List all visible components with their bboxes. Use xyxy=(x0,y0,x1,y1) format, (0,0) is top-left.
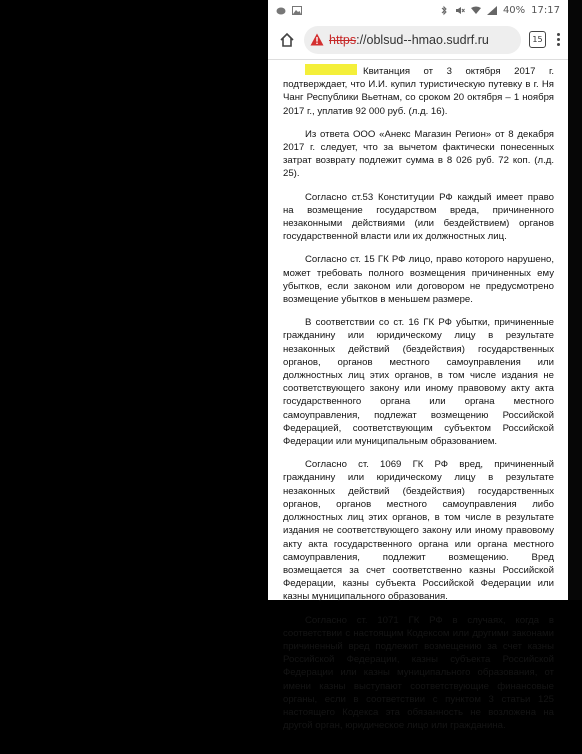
document-body xyxy=(268,60,568,754)
home-button[interactable] xyxy=(276,29,298,51)
address-bar[interactable] xyxy=(304,26,521,54)
menu-dots-icon xyxy=(557,43,560,46)
redaction-highlight xyxy=(305,64,357,75)
signal-icon xyxy=(487,6,497,15)
status-bar-left xyxy=(276,6,302,15)
home-icon xyxy=(279,32,295,48)
url-host: ://oblsud--hmao.sudrf.ru xyxy=(356,32,489,47)
url-scheme: https xyxy=(329,32,357,47)
status-bar-right xyxy=(439,5,560,16)
paragraph-7: Согласно ст. 1071 ГК РФ в случаях, когда в соответствии с настоящим Кодексом или другими законами причиненный вред подлежит возмещению за счет казны Российской Федерации, казны субъекта Российской Федерации или казны муниципального образования, от имени казны выступают соответствующие финансовые органы, если в соответствии с пунктом 3 статьи 125 настоящего Кодекса эта обязанность не возложена на другой орган, юридическое лицо или гражданина. xyxy=(283,614,554,732)
menu-button[interactable] xyxy=(554,33,562,46)
warning-icon xyxy=(310,33,324,46)
mute-icon xyxy=(455,6,465,15)
clock-time: 17:17 xyxy=(531,4,560,16)
cloud-icon xyxy=(276,6,286,15)
paragraph-3: Согласно ст.53 Конституции РФ каждый имеет право на возмещение государством вреда, причиненного незаконными действиями (или бездействием) органов государственной власти или их должностных лиц. xyxy=(283,191,554,243)
status-bar xyxy=(268,0,568,20)
paragraph-1: Квитанция от 3 октября 2017 г. подтверждает, что И.И. купил туристическую путевку в г. Ня Чанг Республики Вьетнам, со сроком 20 октября – 1 ноября 2017 г., уплатив 92 000 руб. (л.д. 16). xyxy=(283,66,554,117)
paragraph-next-partial xyxy=(283,742,554,754)
battery-percent: 40% xyxy=(502,4,526,16)
bluetooth-icon xyxy=(439,6,449,15)
screen-edge xyxy=(568,0,582,600)
menu-dots-icon xyxy=(557,33,560,36)
paragraph-4: Согласно ст. 15 ГК РФ лицо, право которого нарушено, может требовать полного возмещения причиненных ему убытков, если законом или договором не предусмотрено возмещение убытков в меньшем размере. xyxy=(283,254,554,306)
browser-toolbar xyxy=(268,20,568,60)
phone-screen xyxy=(268,0,568,732)
wifi-icon xyxy=(471,6,481,15)
menu-dots-icon xyxy=(557,38,560,41)
paragraph-2: Из ответа ООО «Анекс Магазин Регион» от 8 декабря 2017 г. следует, что за вычетом фактически понесенных затрат возврату подлежит сумма в 8 026 руб. 72 коп. (л.д. 25). xyxy=(283,128,554,180)
paragraph-6: Согласно ст. 1069 ГК РФ вред, причиненный гражданину или юридическому лицу в результате незаконных действий (бездействия) государственных органов, органов местного самоуправления либо должностных лиц этих органов, в том числе в результате издания не соответствующего закону или иному правовому акту акта государственного органа или органа местного самоуправления, подлежит возмещению. Вред возмещается за счет соответственно казны Российской Федерации, казны субъекта Российской Федерации или казны муниципального образования. xyxy=(283,459,554,603)
tab-switcher-button[interactable]: 15 xyxy=(529,31,546,48)
image-icon xyxy=(292,6,302,15)
paragraph-5: В соответствии со ст. 16 ГК РФ убытки, причиненные гражданину или юридическому лицу в результате незаконных действий (бездействия) государственных органов, органов местного самоуправления или должностных лиц этих органов, в том числе издания не соответствующего закону или иному правовому акту акта государственного органа или органа местного самоуправления, подлежат возмещению Российской Федерацией, соответствующим субъектом Российской Федерации или муниципальным образованием. xyxy=(283,317,554,448)
